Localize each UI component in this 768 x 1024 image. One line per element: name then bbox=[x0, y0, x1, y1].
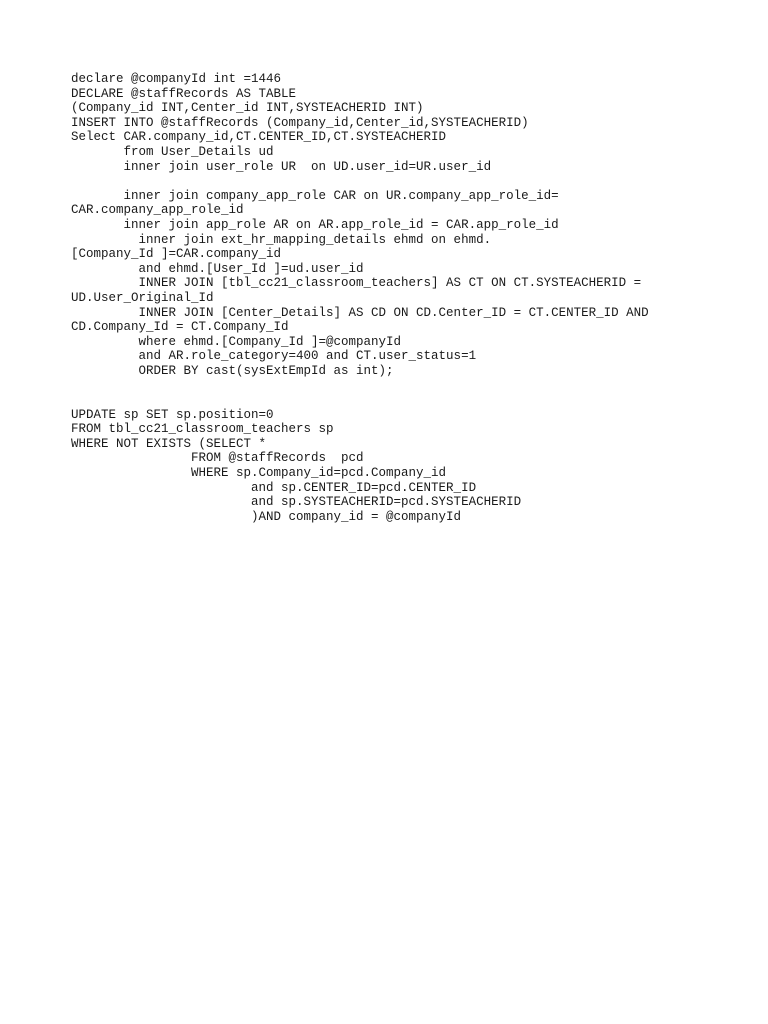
code-line: inner join user_role UR on UD.user_id=UR.user_id bbox=[71, 159, 492, 174]
code-line: DECLARE @staffRecords AS TABLE bbox=[71, 86, 297, 101]
code-line: where ehmd.[Company_Id ]=@companyId bbox=[71, 334, 402, 349]
code-line: inner join ext_hr_mapping_details ehmd on ehmd. bbox=[71, 232, 492, 247]
code-line: declare @companyId int =1446 bbox=[71, 72, 282, 86]
code-line: and AR.role_category=400 and CT.user_status=1 bbox=[71, 349, 477, 364]
code-line: FROM tbl_cc21_classroom_teachers sp bbox=[71, 422, 334, 437]
code-line: and ehmd.[User_Id ]=ud.user_id bbox=[71, 261, 364, 276]
code-line: ORDER BY cast(sysExtEmpId as int); bbox=[71, 363, 394, 378]
code-line: inner join company_app_role CAR on UR.company_app_role_id= bbox=[71, 188, 559, 203]
code-line: CAR.company_app_role_id bbox=[71, 203, 244, 218]
blank-line bbox=[71, 378, 731, 393]
code-line: FROM @staffRecords pcd bbox=[71, 451, 364, 466]
code-line: (Company_id INT,Center_id INT,SYSTEACHERID INT) bbox=[71, 101, 424, 116]
code-line: )AND company_id = @companyId bbox=[71, 509, 462, 524]
code-line: INNER JOIN [Center_Details] AS CD ON CD.Center_ID = CT.CENTER_ID AND bbox=[71, 305, 649, 320]
sql-code-block bbox=[71, 72, 731, 524]
code-line: WHERE sp.Company_id=pcd.Company_id bbox=[71, 466, 447, 481]
code-line: UD.User_Original_Id bbox=[71, 290, 214, 305]
blank-line bbox=[71, 393, 731, 408]
code-line: from User_Details ud bbox=[71, 144, 274, 159]
code-line: Select CAR.company_id,CT.CENTER_ID,CT.SYSTEACHERID bbox=[71, 130, 447, 145]
blank-line bbox=[71, 174, 731, 189]
code-line: and sp.SYSTEACHERID=pcd.SYSTEACHERID bbox=[71, 495, 522, 510]
code-line: CD.Company_Id = CT.Company_Id bbox=[71, 320, 289, 335]
code-line: INNER JOIN [tbl_cc21_classroom_teachers] AS CT ON CT.SYSTEACHERID = bbox=[71, 276, 642, 291]
code-line: INSERT INTO @staffRecords (Company_id,Center_id,SYSTEACHERID) bbox=[71, 115, 529, 130]
code-line: inner join app_role AR on AR.app_role_id = CAR.app_role_id bbox=[71, 217, 559, 232]
code-line: UPDATE sp SET sp.position=0 bbox=[71, 407, 274, 422]
code-line: [Company_Id ]=CAR.company_id bbox=[71, 247, 282, 262]
code-line: WHERE NOT EXISTS (SELECT * bbox=[71, 436, 267, 451]
code-line: and sp.CENTER_ID=pcd.CENTER_ID bbox=[71, 480, 477, 495]
